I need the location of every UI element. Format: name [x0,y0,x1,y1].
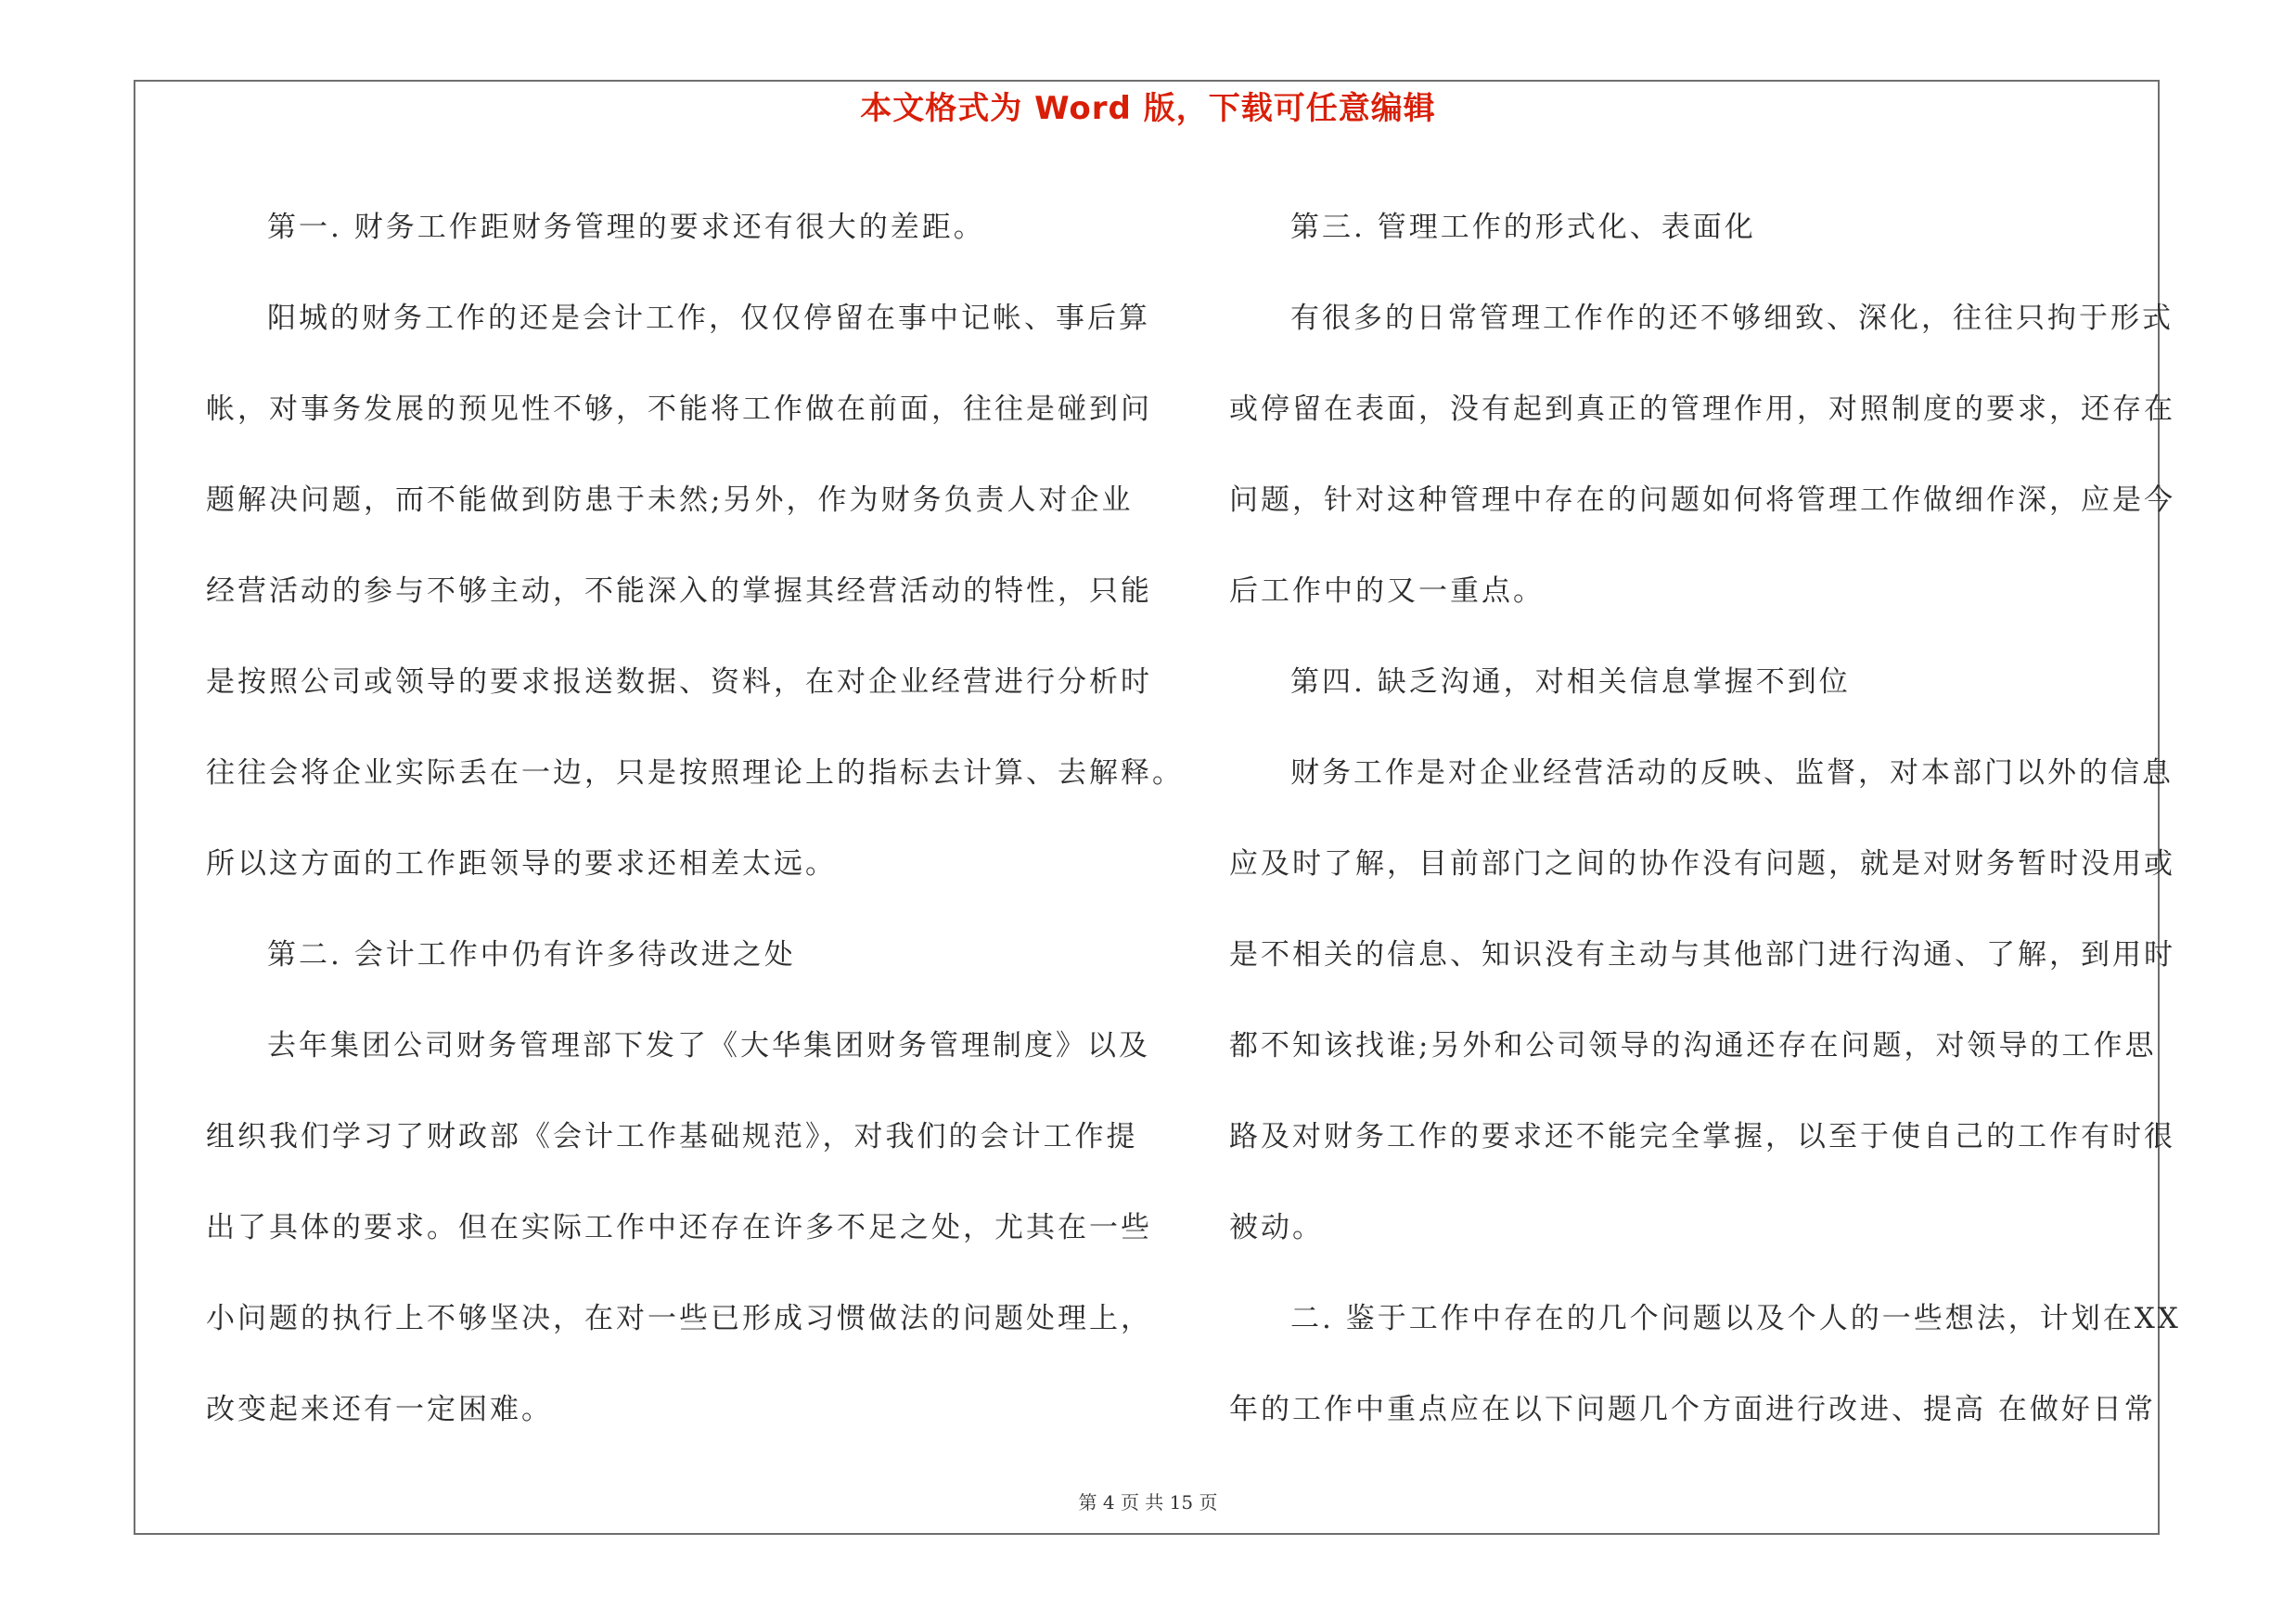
text-line: 去年集团公司财务管理部下发了《大华集团财务管理制度》以及 [267,1029,1150,1063]
paragraph [1229,182,2148,273]
text-line: 第二. 会计工作中仍有许多待改进之处 [267,938,796,972]
paragraph [206,1000,1152,1455]
text-line: 第四. 缺乏沟通，对相关信息掌握不到位 [1290,665,1851,699]
text-line: 改变起来还有一定困难。 [206,1393,553,1426]
paragraph [1229,728,2175,1273]
text-line: 应及时了解，目前部门之间的协作没有问题，就是对财务暂时没用或 [1229,847,2175,881]
text-line: 路及对财务工作的要求还不能完全掌握，以至于使自己的工作有时很 [1229,1120,2175,1153]
text-line: 年的工作中重点应在以下问题几个方面进行改进、提高 在做好日常 [1229,1393,2156,1426]
paragraph [206,909,1124,1000]
text-line: 问题，针对这种管理中存在的问题如何将管理工作做细作深，应是今 [1229,483,2175,517]
word-format-banner: 本文格式为 Word 版，下载可任意编辑 [860,90,1436,127]
text-line: 第一. 财务工作距财务管理的要求还有很大的差距。 [267,211,985,244]
text-line: 小问题的执行上不够坚决，在对一些已形成习惯做法的问题处理上， [206,1302,1152,1335]
text-line: 组织我们学习了财政部《会计工作基础规范》，对我们的会计工作提 [206,1120,1138,1153]
right-column [1229,182,2181,1455]
paragraph [1229,273,2175,637]
text-line: 经营活动的参与不够主动，不能深入的掌握其经营活动的特性，只能 [206,574,1152,608]
text-line: 帐，对事务发展的预见性不够，不能将工作做在前面，往往是碰到问 [206,393,1152,426]
paragraph [206,182,1124,273]
text-line: 往往会将企业实际丢在一边，只是按照理论上的指标去计算、去解释。 [206,756,1184,790]
text-line: 第三. 管理工作的形式化、表面化 [1290,211,1756,244]
text-line: 后工作中的又一重点。 [1229,574,1545,608]
text-line: 所以这方面的工作距领导的要求还相差太远。 [206,847,837,881]
text-line: 出了具体的要求。但在实际工作中还存在许多不足之处，尤其在一些 [206,1211,1152,1244]
text-line: 二. 鉴于工作中存在的几个问题以及个人的一些想法，计划在XX [1290,1302,2181,1335]
text-line: 题解决问题，而不能做到防患于未然;另外，作为财务负责人对企业 [206,483,1134,517]
text-line: 有很多的日常管理工作作的还不够细致、深化，往往只拘于形式 [1290,302,2174,335]
text-line: 都不知该找谁;另外和公司领导的沟通还存在问题，对领导的工作思 [1229,1029,2157,1063]
text-line: 阳城的财务工作的还是会计工作，仅仅停留在事中记帐、事后算 [267,302,1150,335]
paragraph [1229,1273,2181,1455]
text-line: 是不相关的信息、知识没有主动与其他部门进行沟通、了解，到用时 [1229,938,2175,972]
text-line: 或停留在表面，没有起到真正的管理作用，对照制度的要求，还存在 [1229,393,2175,426]
paragraph [206,273,1184,909]
page-number-footer: 第 4 页 共 15 页 [1078,1491,1218,1514]
paragraph [1229,637,2148,728]
text-line: 是按照公司或领导的要求报送数据、资料，在对企业经营进行分析时 [206,665,1152,699]
text-line: 财务工作是对企业经营活动的反映、监督，对本部门以外的信息 [1290,756,2174,790]
left-column [206,182,1184,1455]
text-line: 被动。 [1229,1211,1324,1244]
